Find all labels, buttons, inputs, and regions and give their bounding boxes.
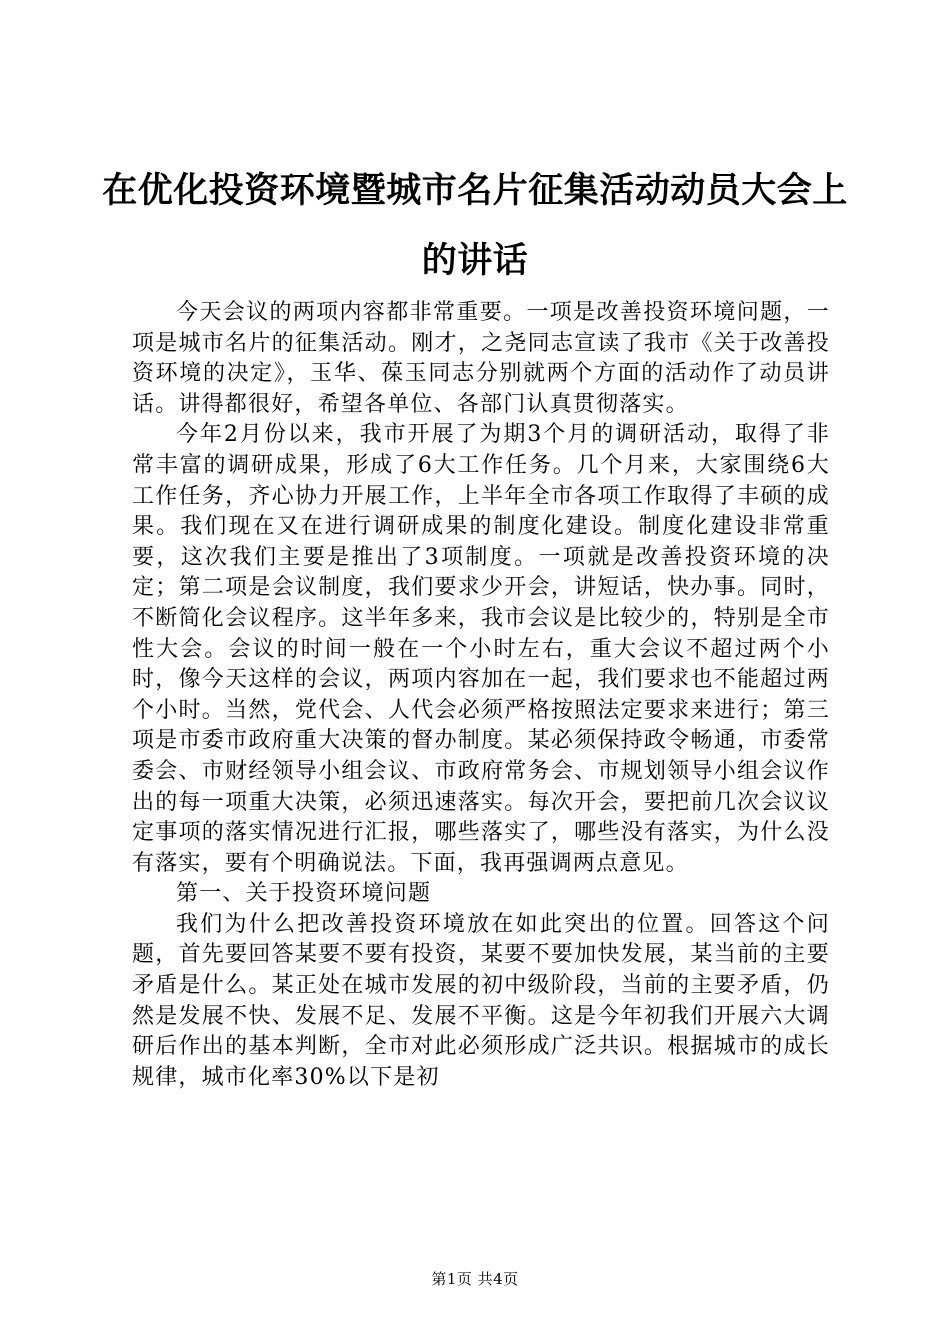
paragraph: 今天会议的两项内容都非常重要。一项是改善投资环境问题，一项是城市名片的征集活动。刚才，之尧同志宣读了我市《关于改善投资环境的决定》，玉华、葆玉同志分别就两个方面的活动作了动员讲话。讲得都很好，希望各单位、各部门认真贯彻落实。 [132, 300, 830, 417]
paragraph: 我们为什么把改善投资环境放在如此突出的位置。回答这个问题，首先要回答某要不要有投资，某要不要加快发展，某当前的主要矛盾是什么。某正处在城市发展的初中级阶段，当前的主要矛盾，仍然是发展不快、发展不足、发展不平衡。这是今年初我们开展六大调研后作出的基本判断，全市对此必须形成广泛共识。根据城市的成长规律，城市化率30%以下是初 [132, 911, 830, 1090]
section-heading: 第一、关于投资环境问题 [176, 881, 432, 907]
paragraph: 今年2月份以来，我市开展了为期3个月的调研活动，取得了非常丰富的调研成果，形成了6大工作任务。几个月来，大家围绕6大工作任务，齐心协力开展工作，上半年全市各项工作取得了丰硕的成果。我们现在又在进行调研成果的制度化建设。制度化建设非常重要，这次我们主要是推出了3项制度。一项就是改善投资环境的决定；第二项是会议制度，我们要求少开会，讲短话，快办事。同时，不断简化会议程序。这半年多来，我市会议是比较少的，特别是全市性大会。会议的时间一般在一个小时左右，重大会议不超过两个小时，像今天这样的会议，两项内容加在一起，我们要求也不能超过两个小时。当然，党代会、人代会必须严格按照法定要求来进行；第三项是市委市政府重大决策的督办制度。某必须保持政令畅通，市委常委会、市财经领导小组会议、市政府常务会、市规划领导小组会议作出的每一项重大决策，必须迅速落实。每次开会，要把前几次会议议定事项的落实情况进行汇报，哪些落实了，哪些没有落实，为什么没有落实，要有个明确说法。下面，我再强调两点意见。 [132, 422, 830, 876]
document-title: 在优化投资环境暨城市名片征集活动动员大会上的讲话 [102, 171, 848, 281]
document-body [132, 298, 830, 1093]
page-number-footer: 第1页 共4页 [431, 1270, 519, 1288]
